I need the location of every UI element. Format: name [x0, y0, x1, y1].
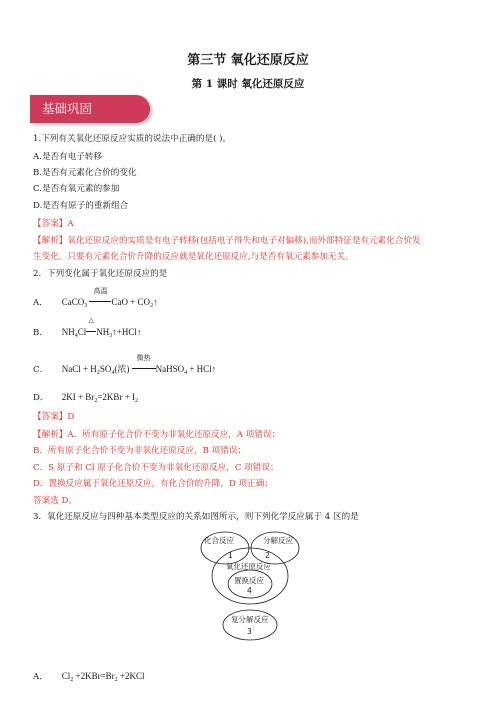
double-decomposition-label: 复分解反应: [231, 615, 269, 624]
q2-answer: 【答案】D: [33, 412, 75, 422]
option-label: D．: [33, 393, 49, 403]
q3-stem: 3．氧化还原反应与四种基本类型反应的关系如图所示，则下列化学反应属于 4 区的是: [33, 512, 359, 522]
combination-label: 化合反应: [204, 536, 234, 545]
q2-analysis-line-1: 【解析】A．所有原子化合价不变为非氧化还原反应，A 项错误；: [33, 430, 281, 440]
equation-c: NaCl + $H_2SO_4$(浓) 微热 NaHSO$_4$ + HCl↑: [61, 354, 217, 376]
q2-conclusion: 答案选 D。: [33, 496, 77, 506]
q3-option-a: [33, 670, 145, 683]
section-title: 第三节 氧化还原反应: [187, 53, 309, 68]
decomposition-number: 2: [265, 551, 270, 560]
equation-a: CaCO$_3$ 高温 CaO + $CO_2↑$: [61, 287, 158, 309]
q2-option-a: [33, 287, 158, 309]
q2-option-b: [33, 316, 142, 339]
condition-label: 微热: [136, 354, 151, 362]
option-label: A．: [33, 298, 48, 308]
displacement-label: 置换反应: [234, 576, 264, 585]
lesson-subtitle: 第 1 课时 氧化还原反应: [191, 78, 305, 90]
q1-answer: 【答案】A: [33, 219, 74, 229]
q2-analysis-line-3: C．S 原子和 Cl 原子化合价不变为非氧化还原反应，C 项错误；: [33, 463, 279, 473]
q2-option-d: [33, 391, 138, 404]
condition-label: 高温: [93, 287, 108, 295]
equation-q3-a: $Cl_2 +2KBr=Br_2 +2KCl$: [61, 671, 145, 683]
q2-option-c: [33, 354, 217, 376]
displacement-number: 4: [247, 586, 252, 595]
decomposition-label: 分解反应: [263, 536, 293, 545]
option-label: C．: [33, 365, 49, 375]
combination-number: 1: [228, 551, 233, 560]
q1-option-c: C.是否有氧元素的参加: [33, 184, 120, 194]
q1-stem: 1.下列有关氧化还原反应实质的说法中正确的是( )。: [33, 134, 232, 144]
q1-analysis-line-1: 【解析】氧化还原反应的实质是有电子转移(包括电子得失和电子对偏移),而外部特征是有元素化合价发: [33, 236, 421, 246]
equation-b: $NH_4Cl$ △ $NH_3↑+HCl↑$: [61, 316, 142, 339]
q1-option-b: B.是否有元素化合价的变化: [33, 168, 137, 178]
redox-label: 氧化还原反应: [226, 562, 271, 571]
option-label: B．: [33, 328, 48, 338]
equation-d: $2KI + Br_2=2KBr + I_2$: [61, 392, 138, 404]
q1-option-a: A.是否有电子转移: [33, 152, 103, 162]
q2-analysis-line-4: D．置换反应属于氧化还原反应，有化合价的升降，D 项正确；: [33, 479, 273, 489]
option-label: A．: [33, 672, 48, 682]
q2-stem: 2．下列变化属于氧化还原反应的是: [33, 269, 168, 279]
double-decomposition-number: 3: [247, 627, 252, 636]
q1-analysis-line-2: 生变化。只要有元素化合价升降的反应就是氧化还原反应,与是否有氧元素参加无关。: [33, 252, 354, 262]
reaction-venn-diagram: [195, 528, 305, 648]
q1-option-d: D.是否有原子的重新组合: [33, 201, 129, 211]
section-banner: 基础巩固: [30, 95, 150, 123]
condition-label: △: [88, 316, 94, 324]
q2-analysis-line-2: B．所有原子化合价不变为非氧化还原反应，B 项错误；: [33, 446, 247, 456]
